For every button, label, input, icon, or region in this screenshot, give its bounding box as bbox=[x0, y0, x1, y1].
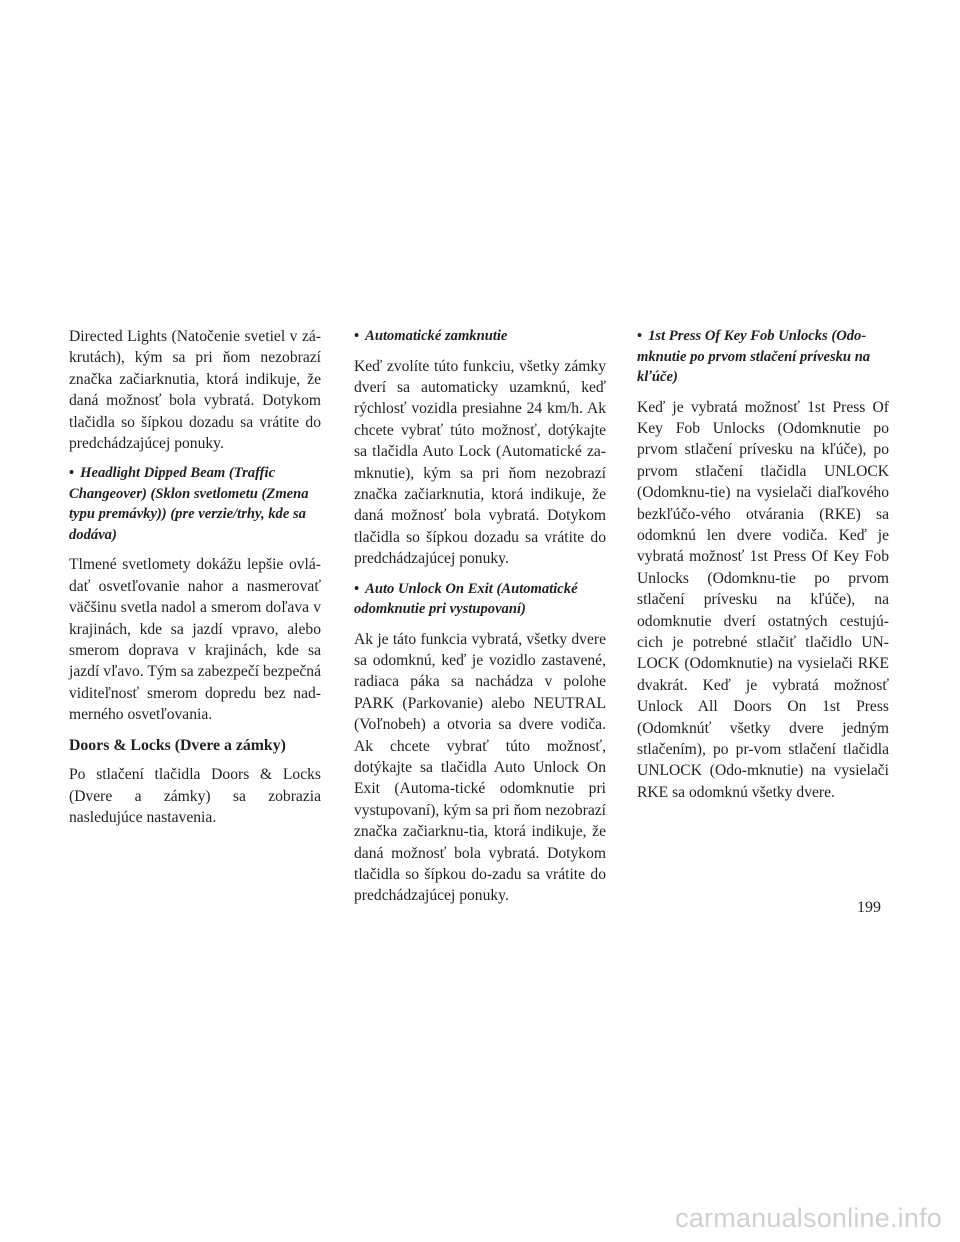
paragraph-auto-lock-description: Keď zvolíte túto funkciu, všetky zámky dverí sa automaticky uzamknú, keď rýchlosť vozidla presiahne 24 km/h. Ak chcete vybrať túto možnosť, dotýkajte sa tlačidla Auto Lock (Automatické za-mknutie), kým sa pri ňom nezobrazí značka začiarknutia, ktorá indikuje, že daná možnosť bola vybratá. Dotykom tlačidla so šípkou dozadu sa vrátite do predchádzajúcej ponuky. bbox=[354, 357, 606, 568]
section-heading-doors-locks: Doors & Locks (Dvere a zámky) bbox=[69, 736, 286, 754]
bullet-heading-text: Automatické zamknutie bbox=[365, 328, 508, 344]
bullet-heading-auto-lock bbox=[354, 326, 606, 347]
bullet-marker: • bbox=[354, 580, 360, 597]
bullet-marker: • bbox=[354, 328, 360, 344]
text-column-left bbox=[69, 326, 321, 837]
bullet-marker: • bbox=[637, 328, 643, 344]
bullet-marker: • bbox=[69, 465, 75, 482]
page-number: 199 bbox=[857, 899, 881, 916]
watermark: carmanualsonline.info bbox=[675, 1203, 942, 1233]
paragraph-doors-locks-intro: Po stlačení tlačidla Doors & Locks (Dvere a zámky) sa zobrazia nasledujúce nastavenia. bbox=[69, 766, 321, 826]
text-column-middle bbox=[354, 326, 606, 916]
bullet-heading-text: 1st Press Of Key Fob Unlocks (Odo-mknutie po prvom stlačení prívesku na kľúče) bbox=[637, 328, 871, 385]
bullet-heading-headlight-dipped-beam bbox=[69, 463, 321, 545]
bullet-heading-auto-unlock-on-exit bbox=[354, 579, 606, 620]
bullet-heading-key-fob-unlocks bbox=[637, 326, 889, 388]
paragraph-auto-unlock-description: Ak je táto funkcia vybratá, všetky dvere sa odomknú, keď je vozidlo zastavené, radiaca páka sa nachádza v polohe PARK (Parkovanie) alebo NEUTRAL (Voľnobeh) a otvoria sa dvere vodiča. Ak chcete vybrať túto možnosť, dotýkajte sa tlačidla Auto Unlock On Exit (Automa-tické odomknutie pri vystupovaní), kým sa pri ňom nezobrazí značka začiarknu-tia, ktorá indikuje, že daná možnosť bola vybratá. Dotykom tlačidla so šípkou do-zadu sa vrátite do predchádzajúcej ponuky. bbox=[354, 630, 606, 905]
paragraph-dipped-beam-description: Tlmené svetlomety dokážu lepšie ovlá-dať osvetľovanie nahor a nasmerovať väčšinu svetla nadol a smerom doľava v krajinách, kde sa jazdí vpravo, alebo smerom doprava v krajinách, kde sa jazdí vľavo. Tým sa zabezpečí bezpečná viditeľnosť smerom dopredu bez nad-merného osvetľovania. bbox=[69, 556, 321, 724]
bullet-heading-text: Auto Unlock On Exit (Automatické odomknutie pri vystupovaní) bbox=[354, 580, 578, 618]
paragraph-directed-lights: Directed Lights (Natočenie svetiel v zá-krutách), kým sa pri ňom nezobrazí značka začiarknutia, ktorá indikuje, že daná možnosť bola vybratá. Dotykom tlačidla so šípkou dozadu sa vrátite do predchádzajúcej ponuky. bbox=[69, 328, 321, 453]
bullet-heading-text: Headlight Dipped Beam (Traffic Changeover) (Sklon svetlometu (Zmena typu premávky)) (pre verzie/trhy, kde sa dodáva) bbox=[69, 465, 309, 543]
text-column-right bbox=[637, 326, 889, 812]
paragraph-key-fob-description: Keď je vybratá možnosť 1st Press Of Key Fob Unlocks (Odomknutie po prvom stlačení prívesku na kľúče), po prvom stlačení tlačidla UNLOCK (Odomknu-tie) na vysielači diaľkového bezkľúčo-vého otvárania (RKE) sa odomknú len dvere vodiča. Keď je vybratá možnosť 1st Press Of Key Fob Unlocks (Odomknu-tie po prvom stlačení prívesku na kľúče), na odomknutie dverí ostatných cestujú-cich je potrebné stlačiť tlačidlo UN-LOCK (Odomknutie) na vysielači RKE dvakrát. Keď je vybratá možnosť Unlock All Doors On 1st Press (Odomknúť všetky dvere jedným stlačením), po pr-vom stlačení tlačidla UNLOCK (Odo-mknutie) na vysielači RKE sa odomknú všetky dvere. bbox=[637, 398, 889, 801]
